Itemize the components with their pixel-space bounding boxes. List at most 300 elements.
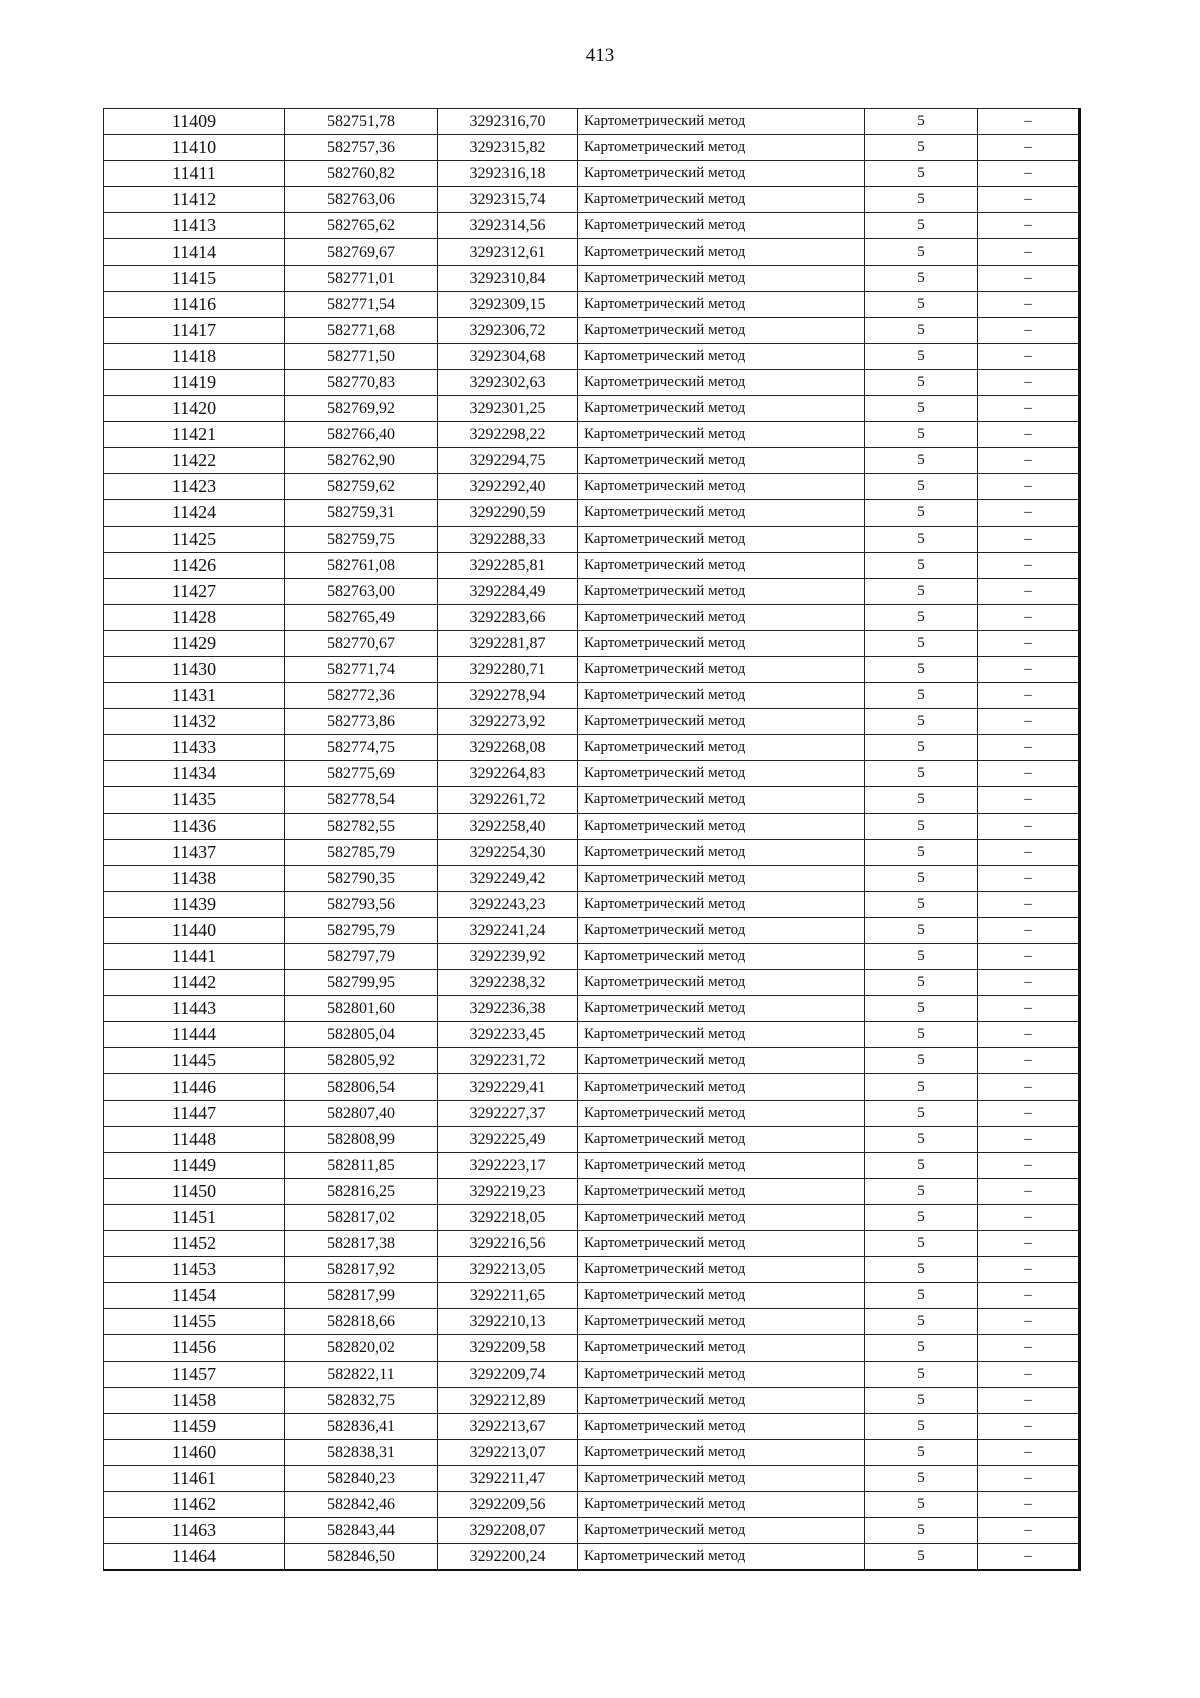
cell-x-coordinate: 582763,06 [285, 187, 438, 213]
cell-method: Картометрический метод [578, 422, 865, 448]
cell-point-number: 11453 [104, 1257, 285, 1283]
cell-accuracy: 5 [865, 1387, 978, 1413]
cell-point-number: 11463 [104, 1518, 285, 1544]
cell-y-coordinate: 3292243,23 [438, 891, 578, 917]
cell-y-coordinate: 3292258,40 [438, 813, 578, 839]
cell-point-number: 11446 [104, 1074, 285, 1100]
cell-x-coordinate: 582822,11 [285, 1361, 438, 1387]
table-row [104, 891, 1080, 917]
cell-y-coordinate: 3292209,56 [438, 1491, 578, 1517]
table-row [104, 343, 1080, 369]
cell-method: Картометрический метод [578, 552, 865, 578]
table-row [104, 578, 1080, 604]
cell-y-coordinate: 3292315,74 [438, 187, 578, 213]
cell-method: Картометрический метод [578, 944, 865, 970]
cell-method: Картометрический метод [578, 317, 865, 343]
cell-point-number: 11439 [104, 891, 285, 917]
cell-point-number: 11447 [104, 1100, 285, 1126]
cell-y-coordinate: 3292211,65 [438, 1283, 578, 1309]
cell-x-coordinate: 582765,62 [285, 213, 438, 239]
cell-method: Картометрический метод [578, 1465, 865, 1491]
cell-x-coordinate: 582770,67 [285, 630, 438, 656]
cell-x-coordinate: 582769,67 [285, 239, 438, 265]
cell-y-coordinate: 3292280,71 [438, 656, 578, 682]
cell-point-number: 11428 [104, 604, 285, 630]
cell-x-coordinate: 582759,62 [285, 474, 438, 500]
cell-accuracy: 5 [865, 1257, 978, 1283]
cell-y-coordinate: 3292310,84 [438, 265, 578, 291]
cell-note: – [978, 187, 1080, 213]
table-row [104, 448, 1080, 474]
cell-method: Картометрический метод [578, 630, 865, 656]
cell-note: – [978, 891, 1080, 917]
cell-point-number: 11442 [104, 970, 285, 996]
cell-x-coordinate: 582772,36 [285, 683, 438, 709]
cell-method: Картометрический метод [578, 683, 865, 709]
cell-accuracy: 5 [865, 265, 978, 291]
cell-point-number: 11437 [104, 839, 285, 865]
cell-point-number: 11413 [104, 213, 285, 239]
cell-point-number: 11410 [104, 135, 285, 161]
cell-accuracy: 5 [865, 630, 978, 656]
cell-note: – [978, 917, 1080, 943]
table-row [104, 1361, 1080, 1387]
cell-accuracy: 5 [865, 1283, 978, 1309]
cell-method: Картометрический метод [578, 839, 865, 865]
cell-point-number: 11462 [104, 1491, 285, 1517]
cell-note: – [978, 1074, 1080, 1100]
cell-accuracy: 5 [865, 683, 978, 709]
cell-note: – [978, 474, 1080, 500]
table-row [104, 1231, 1080, 1257]
cell-x-coordinate: 582807,40 [285, 1100, 438, 1126]
cell-accuracy: 5 [865, 813, 978, 839]
cell-method: Картометрический метод [578, 109, 865, 135]
cell-accuracy: 5 [865, 1335, 978, 1361]
cell-y-coordinate: 3292233,45 [438, 1022, 578, 1048]
cell-note: – [978, 135, 1080, 161]
cell-note: – [978, 1544, 1080, 1571]
cell-method: Картометрический метод [578, 735, 865, 761]
cell-y-coordinate: 3292273,92 [438, 709, 578, 735]
cell-point-number: 11445 [104, 1048, 285, 1074]
table-row [104, 1257, 1080, 1283]
cell-point-number: 11459 [104, 1413, 285, 1439]
page-number: 413 [585, 45, 615, 66]
cell-point-number: 11443 [104, 996, 285, 1022]
cell-point-number: 11464 [104, 1544, 285, 1571]
cell-point-number: 11432 [104, 709, 285, 735]
cell-accuracy: 5 [865, 709, 978, 735]
cell-point-number: 11426 [104, 552, 285, 578]
table-row [104, 970, 1080, 996]
table-row [104, 526, 1080, 552]
cell-y-coordinate: 3292208,07 [438, 1518, 578, 1544]
coordinates-table [103, 108, 1081, 1571]
cell-accuracy: 5 [865, 135, 978, 161]
cell-point-number: 11421 [104, 422, 285, 448]
cell-method: Картометрический метод [578, 604, 865, 630]
cell-x-coordinate: 582766,40 [285, 422, 438, 448]
cell-note: – [978, 161, 1080, 187]
cell-note: – [978, 1178, 1080, 1204]
cell-note: – [978, 787, 1080, 813]
cell-x-coordinate: 582817,92 [285, 1257, 438, 1283]
cell-method: Картометрический метод [578, 265, 865, 291]
table-row [104, 187, 1080, 213]
table-row [104, 604, 1080, 630]
table-row [104, 135, 1080, 161]
cell-point-number: 11427 [104, 578, 285, 604]
cell-x-coordinate: 582771,50 [285, 343, 438, 369]
cell-y-coordinate: 3292213,07 [438, 1439, 578, 1465]
cell-y-coordinate: 3292210,13 [438, 1309, 578, 1335]
cell-x-coordinate: 582793,56 [285, 891, 438, 917]
cell-x-coordinate: 582817,02 [285, 1204, 438, 1230]
cell-accuracy: 5 [865, 604, 978, 630]
cell-method: Картометрический метод [578, 1518, 865, 1544]
cell-y-coordinate: 3292314,56 [438, 213, 578, 239]
cell-point-number: 11417 [104, 317, 285, 343]
cell-y-coordinate: 3292218,05 [438, 1204, 578, 1230]
table-row [104, 1204, 1080, 1230]
cell-accuracy: 5 [865, 1491, 978, 1517]
cell-note: – [978, 944, 1080, 970]
cell-method: Картометрический метод [578, 1413, 865, 1439]
table-row [104, 1387, 1080, 1413]
cell-x-coordinate: 582817,99 [285, 1283, 438, 1309]
table-row [104, 656, 1080, 682]
table-row [104, 630, 1080, 656]
cell-note: – [978, 1309, 1080, 1335]
cell-note: – [978, 1100, 1080, 1126]
cell-point-number: 11455 [104, 1309, 285, 1335]
cell-note: – [978, 1048, 1080, 1074]
cell-y-coordinate: 3292225,49 [438, 1126, 578, 1152]
cell-method: Картометрический метод [578, 578, 865, 604]
cell-y-coordinate: 3292298,22 [438, 422, 578, 448]
cell-y-coordinate: 3292213,67 [438, 1413, 578, 1439]
cell-note: – [978, 1204, 1080, 1230]
cell-accuracy: 5 [865, 1413, 978, 1439]
cell-accuracy: 5 [865, 578, 978, 604]
cell-accuracy: 5 [865, 891, 978, 917]
table-row [104, 683, 1080, 709]
cell-y-coordinate: 3292268,08 [438, 735, 578, 761]
cell-x-coordinate: 582805,04 [285, 1022, 438, 1048]
table-row [104, 1152, 1080, 1178]
cell-x-coordinate: 582843,44 [285, 1518, 438, 1544]
cell-note: – [978, 109, 1080, 135]
cell-y-coordinate: 3292209,58 [438, 1335, 578, 1361]
table-row [104, 996, 1080, 1022]
cell-method: Картометрический метод [578, 369, 865, 395]
cell-y-coordinate: 3292290,59 [438, 500, 578, 526]
cell-accuracy: 5 [865, 343, 978, 369]
cell-y-coordinate: 3292254,30 [438, 839, 578, 865]
cell-method: Картометрический метод [578, 291, 865, 317]
cell-y-coordinate: 3292292,40 [438, 474, 578, 500]
cell-y-coordinate: 3292219,23 [438, 1178, 578, 1204]
cell-y-coordinate: 3292288,33 [438, 526, 578, 552]
cell-note: – [978, 1439, 1080, 1465]
cell-point-number: 11423 [104, 474, 285, 500]
cell-x-coordinate: 582811,85 [285, 1152, 438, 1178]
cell-method: Картометрический метод [578, 709, 865, 735]
cell-point-number: 11429 [104, 630, 285, 656]
cell-x-coordinate: 582842,46 [285, 1491, 438, 1517]
cell-accuracy: 5 [865, 761, 978, 787]
cell-y-coordinate: 3292209,74 [438, 1361, 578, 1387]
cell-method: Картометрический метод [578, 813, 865, 839]
cell-accuracy: 5 [865, 187, 978, 213]
cell-y-coordinate: 3292216,56 [438, 1231, 578, 1257]
cell-x-coordinate: 582806,54 [285, 1074, 438, 1100]
cell-method: Картометрический метод [578, 1387, 865, 1413]
cell-y-coordinate: 3292261,72 [438, 787, 578, 813]
cell-accuracy: 5 [865, 396, 978, 422]
cell-note: – [978, 761, 1080, 787]
cell-accuracy: 5 [865, 996, 978, 1022]
table-row [104, 109, 1080, 135]
table-row [104, 500, 1080, 526]
table-row [104, 1439, 1080, 1465]
cell-method: Картометрический метод [578, 865, 865, 891]
cell-method: Картометрический метод [578, 1204, 865, 1230]
cell-note: – [978, 1335, 1080, 1361]
table-row [104, 1022, 1080, 1048]
cell-note: – [978, 1413, 1080, 1439]
cell-point-number: 11419 [104, 369, 285, 395]
table-row [104, 735, 1080, 761]
cell-point-number: 11460 [104, 1439, 285, 1465]
table-row [104, 1283, 1080, 1309]
cell-x-coordinate: 582757,36 [285, 135, 438, 161]
cell-accuracy: 5 [865, 1439, 978, 1465]
cell-method: Картометрический метод [578, 1152, 865, 1178]
cell-point-number: 11414 [104, 239, 285, 265]
cell-method: Картометрический метод [578, 1231, 865, 1257]
cell-y-coordinate: 3292312,61 [438, 239, 578, 265]
cell-accuracy: 5 [865, 1361, 978, 1387]
table-row [104, 1074, 1080, 1100]
cell-y-coordinate: 3292306,72 [438, 317, 578, 343]
cell-accuracy: 5 [865, 1100, 978, 1126]
cell-x-coordinate: 582782,55 [285, 813, 438, 839]
cell-accuracy: 5 [865, 1126, 978, 1152]
table-row [104, 1491, 1080, 1517]
cell-accuracy: 5 [865, 109, 978, 135]
cell-method: Картометрический метод [578, 1257, 865, 1283]
cell-point-number: 11448 [104, 1126, 285, 1152]
cell-point-number: 11450 [104, 1178, 285, 1204]
cell-point-number: 11415 [104, 265, 285, 291]
cell-y-coordinate: 3292309,15 [438, 291, 578, 317]
cell-x-coordinate: 582790,35 [285, 865, 438, 891]
cell-y-coordinate: 3292294,75 [438, 448, 578, 474]
cell-note: – [978, 343, 1080, 369]
cell-accuracy: 5 [865, 1204, 978, 1230]
cell-method: Картометрический метод [578, 1048, 865, 1074]
cell-point-number: 11425 [104, 526, 285, 552]
cell-method: Картометрический метод [578, 187, 865, 213]
cell-y-coordinate: 3292281,87 [438, 630, 578, 656]
table-row [104, 1544, 1080, 1571]
cell-point-number: 11434 [104, 761, 285, 787]
cell-method: Картометрический метод [578, 343, 865, 369]
cell-note: – [978, 839, 1080, 865]
cell-note: – [978, 1022, 1080, 1048]
table-row [104, 369, 1080, 395]
cell-note: – [978, 1465, 1080, 1491]
cell-x-coordinate: 582760,82 [285, 161, 438, 187]
cell-x-coordinate: 582770,83 [285, 369, 438, 395]
cell-method: Картометрический метод [578, 917, 865, 943]
cell-x-coordinate: 582771,74 [285, 656, 438, 682]
cell-accuracy: 5 [865, 317, 978, 343]
cell-accuracy: 5 [865, 1518, 978, 1544]
cell-x-coordinate: 582785,79 [285, 839, 438, 865]
cell-note: – [978, 317, 1080, 343]
cell-note: – [978, 448, 1080, 474]
cell-x-coordinate: 582816,25 [285, 1178, 438, 1204]
cell-accuracy: 5 [865, 1231, 978, 1257]
cell-method: Картометрический метод [578, 1100, 865, 1126]
cell-note: – [978, 1518, 1080, 1544]
cell-note: – [978, 239, 1080, 265]
cell-accuracy: 5 [865, 1022, 978, 1048]
table-row [104, 213, 1080, 239]
cell-point-number: 11444 [104, 1022, 285, 1048]
cell-accuracy: 5 [865, 1544, 978, 1571]
table-row [104, 1518, 1080, 1544]
cell-y-coordinate: 3292231,72 [438, 1048, 578, 1074]
table-row [104, 474, 1080, 500]
cell-y-coordinate: 3292315,82 [438, 135, 578, 161]
cell-point-number: 11454 [104, 1283, 285, 1309]
cell-accuracy: 5 [865, 448, 978, 474]
cell-point-number: 11456 [104, 1335, 285, 1361]
cell-note: – [978, 813, 1080, 839]
cell-accuracy: 5 [865, 526, 978, 552]
table-row [104, 813, 1080, 839]
cell-note: – [978, 1387, 1080, 1413]
cell-x-coordinate: 582778,54 [285, 787, 438, 813]
cell-method: Картометрический метод [578, 135, 865, 161]
cell-x-coordinate: 582771,01 [285, 265, 438, 291]
cell-point-number: 11435 [104, 787, 285, 813]
table-row [104, 865, 1080, 891]
cell-accuracy: 5 [865, 1152, 978, 1178]
cell-note: – [978, 709, 1080, 735]
cell-note: – [978, 865, 1080, 891]
cell-point-number: 11422 [104, 448, 285, 474]
cell-x-coordinate: 582774,75 [285, 735, 438, 761]
table-row [104, 552, 1080, 578]
cell-point-number: 11457 [104, 1361, 285, 1387]
cell-note: – [978, 1491, 1080, 1517]
cell-x-coordinate: 582765,49 [285, 604, 438, 630]
table-row [104, 265, 1080, 291]
cell-accuracy: 5 [865, 735, 978, 761]
cell-point-number: 11458 [104, 1387, 285, 1413]
cell-point-number: 11418 [104, 343, 285, 369]
cell-point-number: 11424 [104, 500, 285, 526]
cell-accuracy: 5 [865, 500, 978, 526]
cell-point-number: 11440 [104, 917, 285, 943]
cell-x-coordinate: 582846,50 [285, 1544, 438, 1571]
coordinates-table-body [104, 109, 1080, 1571]
cell-method: Картометрический метод [578, 474, 865, 500]
cell-accuracy: 5 [865, 213, 978, 239]
cell-accuracy: 5 [865, 239, 978, 265]
table-row [104, 1465, 1080, 1491]
table-row [104, 422, 1080, 448]
table-row [104, 1048, 1080, 1074]
cell-method: Картометрический метод [578, 970, 865, 996]
cell-note: – [978, 422, 1080, 448]
cell-accuracy: 5 [865, 552, 978, 578]
cell-x-coordinate: 582801,60 [285, 996, 438, 1022]
cell-method: Картометрический метод [578, 1283, 865, 1309]
cell-x-coordinate: 582769,92 [285, 396, 438, 422]
cell-note: – [978, 578, 1080, 604]
cell-y-coordinate: 3292283,66 [438, 604, 578, 630]
cell-note: – [978, 552, 1080, 578]
cell-point-number: 11441 [104, 944, 285, 970]
cell-note: – [978, 291, 1080, 317]
cell-x-coordinate: 582805,92 [285, 1048, 438, 1074]
cell-point-number: 11438 [104, 865, 285, 891]
cell-note: – [978, 656, 1080, 682]
cell-x-coordinate: 582759,75 [285, 526, 438, 552]
cell-x-coordinate: 582771,68 [285, 317, 438, 343]
cell-note: – [978, 683, 1080, 709]
cell-y-coordinate: 3292284,49 [438, 578, 578, 604]
cell-accuracy: 5 [865, 656, 978, 682]
cell-x-coordinate: 582799,95 [285, 970, 438, 996]
cell-point-number: 11409 [104, 109, 285, 135]
cell-x-coordinate: 582751,78 [285, 109, 438, 135]
table-row [104, 1178, 1080, 1204]
cell-x-coordinate: 582775,69 [285, 761, 438, 787]
table-row [104, 1335, 1080, 1361]
cell-accuracy: 5 [865, 1309, 978, 1335]
cell-x-coordinate: 582836,41 [285, 1413, 438, 1439]
cell-x-coordinate: 582762,90 [285, 448, 438, 474]
cell-method: Картометрический метод [578, 1126, 865, 1152]
cell-note: – [978, 213, 1080, 239]
cell-y-coordinate: 3292301,25 [438, 396, 578, 422]
cell-note: – [978, 265, 1080, 291]
cell-accuracy: 5 [865, 970, 978, 996]
cell-y-coordinate: 3292285,81 [438, 552, 578, 578]
cell-point-number: 11433 [104, 735, 285, 761]
cell-x-coordinate: 582761,08 [285, 552, 438, 578]
cell-method: Картометрический метод [578, 1335, 865, 1361]
cell-point-number: 11412 [104, 187, 285, 213]
cell-point-number: 11461 [104, 1465, 285, 1491]
cell-note: – [978, 735, 1080, 761]
cell-x-coordinate: 582832,75 [285, 1387, 438, 1413]
cell-accuracy: 5 [865, 474, 978, 500]
cell-x-coordinate: 582763,00 [285, 578, 438, 604]
cell-x-coordinate: 582817,38 [285, 1231, 438, 1257]
cell-y-coordinate: 3292241,24 [438, 917, 578, 943]
cell-method: Картометрический метод [578, 526, 865, 552]
cell-x-coordinate: 582808,99 [285, 1126, 438, 1152]
cell-y-coordinate: 3292212,89 [438, 1387, 578, 1413]
